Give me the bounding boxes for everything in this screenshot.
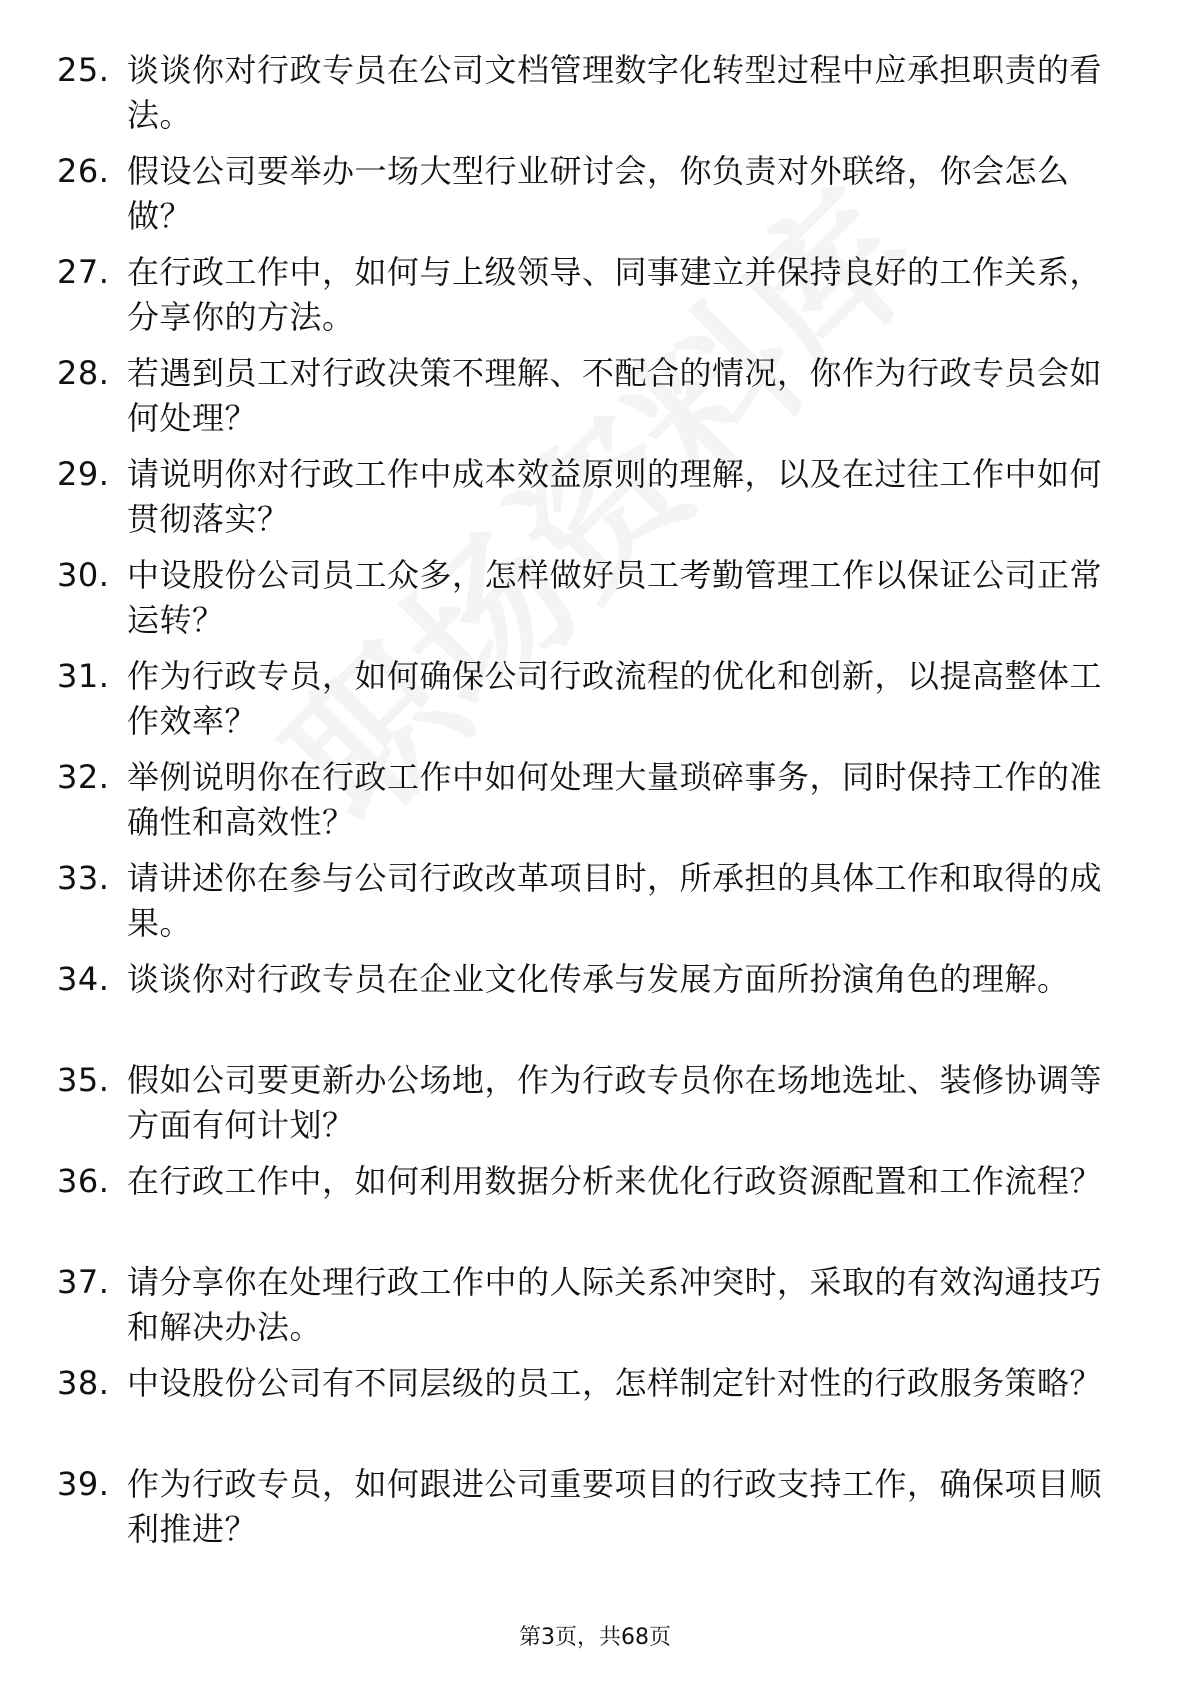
question-text: 在行政工作中，如何与上级领导、同事建立并保持良好的工作关系，分享你的方法。 (127, 253, 1103, 336)
question-number: 26. (57, 152, 110, 190)
question-text: 谈谈你对行政专员在公司文档管理数字化转型过程中应承担职责的看法。 (127, 51, 1103, 134)
question-item (57, 452, 1117, 542)
question-item (57, 1361, 1117, 1451)
question-item (57, 957, 1117, 1047)
question-number: 37. (57, 1263, 110, 1301)
question-text: 作为行政专员，如何确保公司行政流程的优化和创新，以提高整体工作效率？ (127, 657, 1103, 740)
question-text: 举例说明你在行政工作中如何处理大量琐碎事务，同时保持工作的准确性和高效性？ (127, 758, 1103, 841)
question-item (57, 1058, 1117, 1148)
question-number: 36. (57, 1162, 110, 1200)
question-text: 假如公司要更新办公场地，作为行政专员你在场地选址、装修协调等方面有何计划？ (127, 1061, 1103, 1144)
question-number: 38. (57, 1364, 110, 1402)
question-item (57, 250, 1117, 340)
question-number: 25. (57, 51, 110, 89)
question-text: 请说明你对行政工作中成本效益原则的理解，以及在过往工作中如何贯彻落实？ (127, 455, 1103, 538)
question-text: 请分享你在处理行政工作中的人际关系冲突时，采取的有效沟通技巧和解决办法。 (127, 1263, 1103, 1346)
question-item (57, 856, 1117, 946)
question-item (57, 48, 1117, 138)
question-item (57, 149, 1117, 239)
question-item (57, 1159, 1117, 1249)
question-text: 假设公司要举办一场大型行业研讨会，你负责对外联络，你会怎么做？ (127, 152, 1070, 235)
question-number: 39. (57, 1465, 110, 1503)
question-text: 中设股份公司有不同层级的员工，怎样制定针对性的行政服务策略？ (127, 1364, 1103, 1402)
question-text: 作为行政专员，如何跟进公司重要项目的行政支持工作，确保项目顺利推进？ (127, 1465, 1103, 1548)
question-text: 在行政工作中，如何利用数据分析来优化行政资源配置和工作流程？ (127, 1162, 1103, 1200)
question-number: 33. (57, 859, 110, 897)
question-item (57, 351, 1117, 441)
question-text: 谈谈你对行政专员在企业文化传承与发展方面所扮演角色的理解。 (127, 960, 1070, 998)
question-item (57, 553, 1117, 643)
question-number: 35. (57, 1061, 110, 1099)
question-number: 34. (57, 960, 110, 998)
question-number: 29. (57, 455, 110, 493)
question-list (57, 48, 1117, 1563)
question-number: 30. (57, 556, 110, 594)
question-item (57, 755, 1117, 845)
question-number: 31. (57, 657, 110, 695)
question-number: 32. (57, 758, 110, 796)
question-item (57, 654, 1117, 744)
question-text: 若遇到员工对行政决策不理解、不配合的情况，你作为行政专员会如何处理？ (127, 354, 1103, 437)
question-text: 请讲述你在参与公司行政改革项目时，所承担的具体工作和取得的成果。 (127, 859, 1103, 942)
question-text: 中设股份公司员工众多，怎样做好员工考勤管理工作以保证公司正常运转？ (127, 556, 1103, 639)
page-number-footer: 第3页，共68页 (519, 1625, 671, 1650)
question-item (57, 1462, 1117, 1552)
question-number: 27. (57, 253, 110, 291)
question-number: 28. (57, 354, 110, 392)
question-item (57, 1260, 1117, 1350)
